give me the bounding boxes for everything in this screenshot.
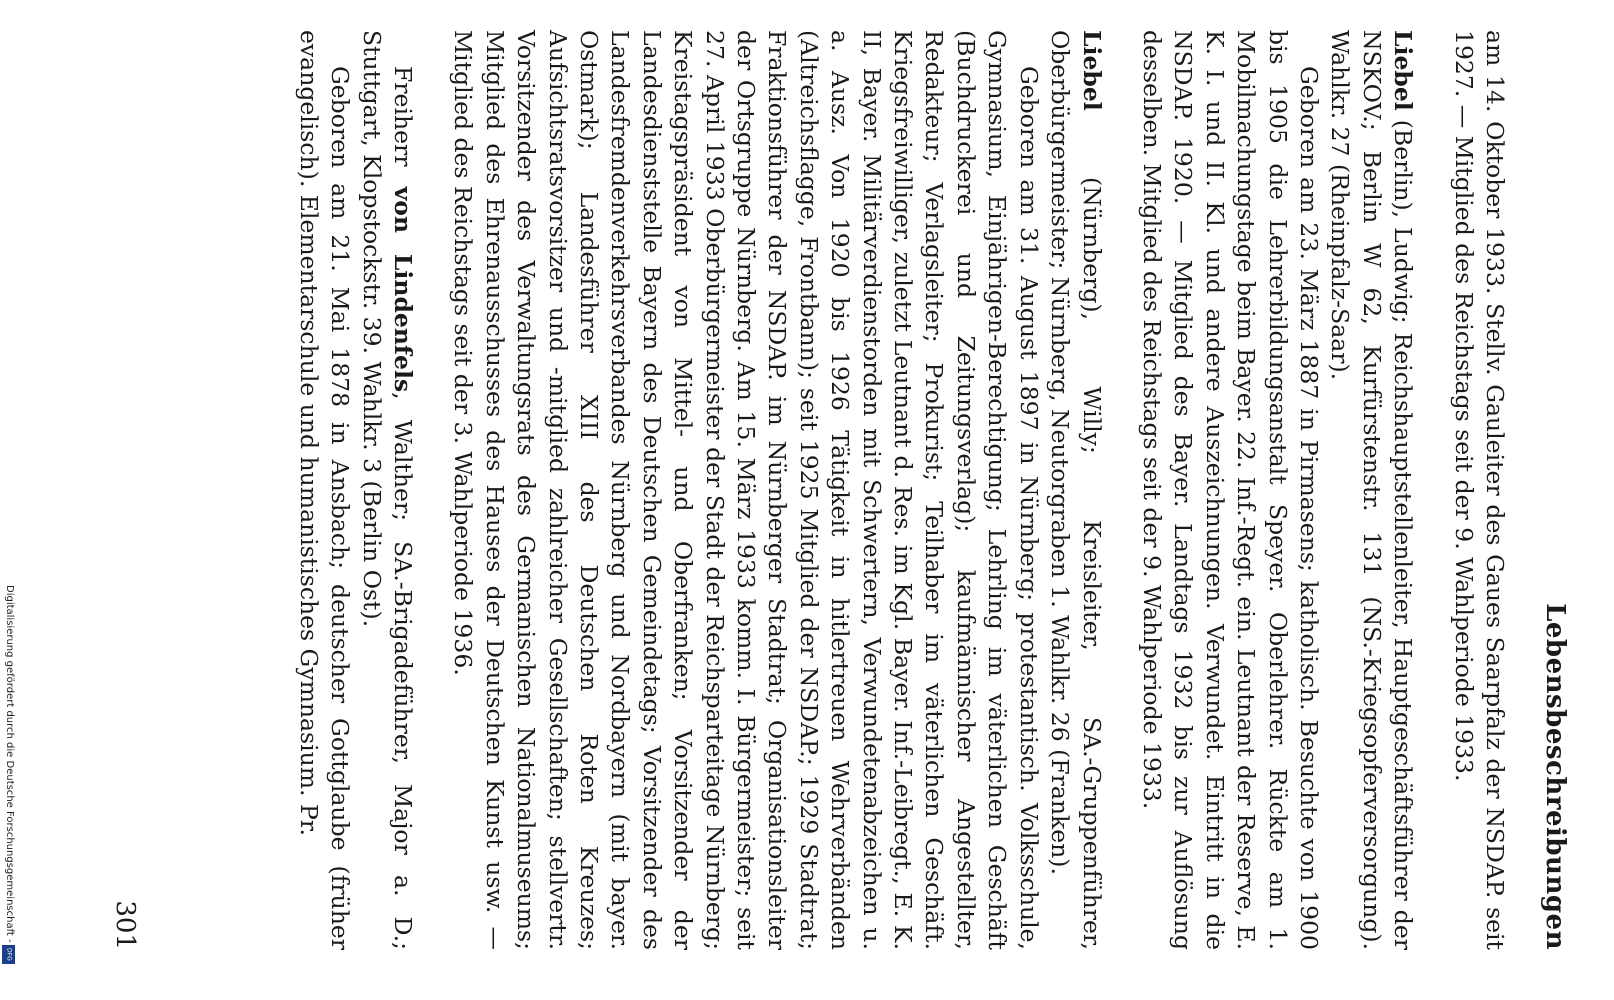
- dfg-logo-icon: DFG: [2, 945, 15, 964]
- page-content: [110, 30, 1570, 950]
- text-body: [292, 30, 1510, 950]
- entry-biography: Geboren am 23. März 1887 in Pirmasens; katholisch. Besuchte von 1900 bis 1905 die Lehrerbildungsanstalt Speyer. Oberlehrer. Rückte am 1. Mobilmachungstage beim Bayer. 22. Inf.-Regt. ein. Leutnant der Reserve, E. K. I. und II. Kl. und andere Auszeichnungen. Verwundet. Eintritt in die NSDAP. 1920. — Mitglied des Bayer. Landtags 1932 bis zur Auflösung desselben. Mitglied des Reichstags seit der 9. Wahlperiode 1933.: [1137, 30, 1323, 950]
- entry-heading: [355, 30, 418, 950]
- entry-biography: Geboren am 31. August 1897 in Nürnberg; protestantisch. Volksschule, Gymnasium, Einjährigen-Berechtigung; Lehrling im väterlichen Geschäft (Buchdruckerei und Zeitungsverlag); kaufmännischer Angestellter, Redakteur; Verlagsleiter; Prokurist; Teilhaber im väterlichen Geschäft. Kriegsfreiwilliger, zuletzt Leutnant d. Res. im Kgl. Bayer. Inf.-Leibregt., E. K. II, Bayer. Militärverdienstorden mit Schwertern, Verwundetenabzeichen u. a. Ausz. Von 1920 bis 1926 Tätigkeit in hitlertreuen Wehrverbänden (Altreichsflagge, Frontbann); seit 1925 Mitglied der NSDAP.; 1929 Stadtrat; Fraktionsführer der NSDAP. im Nürnberger Stadtrat; Organisationsleiter der Ortsgruppe Nürnberg. Am 15. März 1933 komm. I. Bürgermeister; seit 27. April 1933 Oberbürgermeister der Stadt der Reichsparteitage Nürnberg; Kreistagspräsident von Mittel- und Oberfranken; Vorsitzender der Landesdienststelle Bayern des Deutschen Gemeindetags; Vorsitzender des Landesfremdenverkehrsverbandes Nürnberg und Nordbayern (mit bayer. Ostmark); Landesführer XIII des Deutschen Roten Kreuzes; Aufsichtsratsvorsitzer und -mitglied zahlreicher Gesellschaften; stellvertr. Vorsitzender des Verwaltungsrats des Germanischen Nationalmuseums; Mitglied des Ehrenausschusses des Hauses der Deutschen Kunst usw. — Mitglied des Reichstags seit der 3. Wahlperiode 1936.: [449, 30, 1043, 950]
- credit-text: Digitalisierung gefördert durch die Deutsche Forschungsgemeinschaft -: [4, 585, 15, 943]
- entry-name: Liebel: [1077, 30, 1106, 111]
- running-header: Lebensbeschreibungen: [1540, 603, 1570, 950]
- entry-name: von Lindenfels: [389, 186, 417, 393]
- entry-details: (Berlin), Ludwig; Reichshauptstellenleiter, Hauptgeschäftsführer der NSKOV.; Berlin W 62, Kurfürstenstr. 131 (NS.-Kriegsopferversorgung). Wahlkr. 27 (Rheinpfalz-Saar).: [1326, 30, 1418, 950]
- entry-name: Liebel: [1389, 30, 1418, 111]
- page-number: 301: [110, 900, 140, 950]
- entry-details: (Nürnberg), Willy; Kreisleiter, SA.-Gruppenführer, Oberbürgermeister; Nürnberg, Neutorgraben 1. Wahlkr. 26 (Franken).: [1046, 30, 1106, 950]
- digitization-credit: [3, 585, 15, 965]
- entry-heading: [1044, 30, 1107, 950]
- entry-heading: [1324, 30, 1418, 950]
- entry-title: Freiherr: [389, 66, 417, 187]
- entry-continuation: am 14. Oktober 1933. Stellv. Gauleiter des Gaues Saarpfalz der NSDAP. seit 1927. — Mitglied des Reichstags seit der 9. Wahlperiode 1933.: [1449, 30, 1509, 950]
- entry-biography: Geboren am 21. Mai 1878 in Ansbach; deutscher Gottglaube (früher evangelisch). Elementarschule und humanistisches Gymnasium. Pr.: [294, 30, 355, 950]
- entry-details: , Walther; SA.-Brigadeführer, Major a. D.; Stuttgart, Klopstockstr. 39. Wahlkr. 3 (Berlin Ost).: [357, 30, 417, 950]
